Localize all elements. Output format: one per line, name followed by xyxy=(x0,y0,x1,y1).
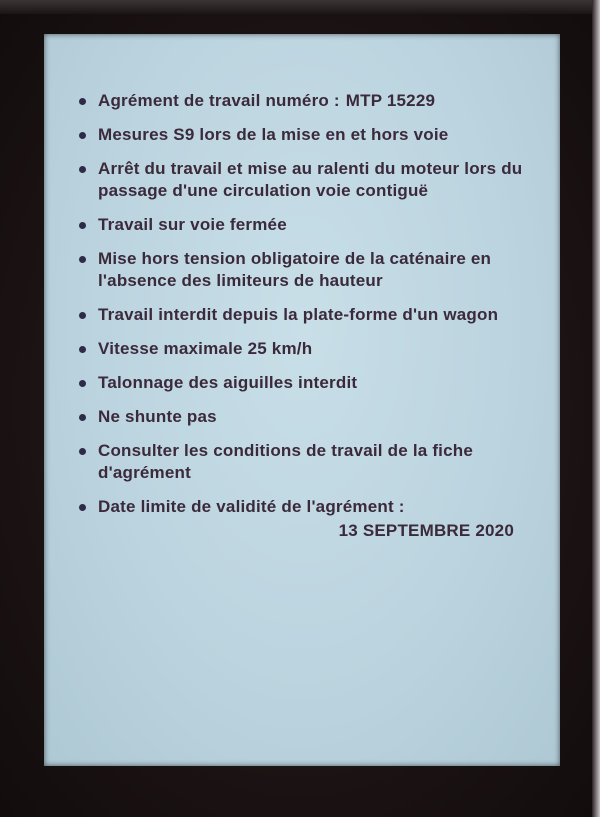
rule-item xyxy=(74,214,554,236)
expiry-label: Date limite de validité de l'agrément : xyxy=(98,497,405,516)
bullet-icon xyxy=(79,166,86,173)
expiry-date: 13 SEPTEMBRE 2020 xyxy=(338,521,514,540)
bullet-icon xyxy=(79,132,86,139)
rule-text: Mesures S9 lors de la mise en et hors voie xyxy=(98,125,449,144)
rule-text: Arrêt du travail et mise au ralenti du moteur lors du passage d'une circulation voie contiguë xyxy=(98,159,523,200)
bullet-icon xyxy=(79,504,86,511)
bullet-icon xyxy=(79,222,86,229)
bullet-icon xyxy=(79,312,86,319)
bullet-icon xyxy=(79,346,86,353)
frame-top-edge xyxy=(0,0,600,14)
expiry-item xyxy=(74,496,554,542)
rule-item xyxy=(74,372,554,394)
rule-item xyxy=(74,158,554,202)
rule-text: Talonnage des aiguilles interdit xyxy=(98,373,358,392)
rule-text: Travail sur voie fermée xyxy=(98,215,287,234)
rule-item xyxy=(74,338,554,360)
rule-text: Consulter les conditions de travail de la fiche d'agrément xyxy=(98,441,473,482)
rule-text: Travail interdit depuis la plate-forme d'un wagon xyxy=(98,305,499,324)
frame-right-edge xyxy=(592,0,600,817)
approval-label: Agrément de travail numéro : xyxy=(98,91,340,110)
bullet-icon xyxy=(79,256,86,263)
rule-text: Vitesse maximale 25 km/h xyxy=(98,339,313,358)
rule-item xyxy=(74,440,554,484)
rules-placard xyxy=(44,34,560,766)
approval-number-item xyxy=(74,90,554,112)
rule-item xyxy=(74,248,554,292)
rule-item xyxy=(74,304,554,326)
bullet-icon xyxy=(79,98,86,105)
bullet-icon xyxy=(79,414,86,421)
rule-list xyxy=(74,90,554,554)
rule-item xyxy=(74,124,554,146)
rule-item xyxy=(74,406,554,428)
bullet-icon xyxy=(79,380,86,387)
approval-number: MTP 15229 xyxy=(345,91,436,110)
rule-text: Mise hors tension obligatoire de la caténaire en l'absence des limiteurs de hauteur xyxy=(98,249,492,290)
rule-text: Ne shunte pas xyxy=(98,407,217,426)
bullet-icon xyxy=(79,448,86,455)
